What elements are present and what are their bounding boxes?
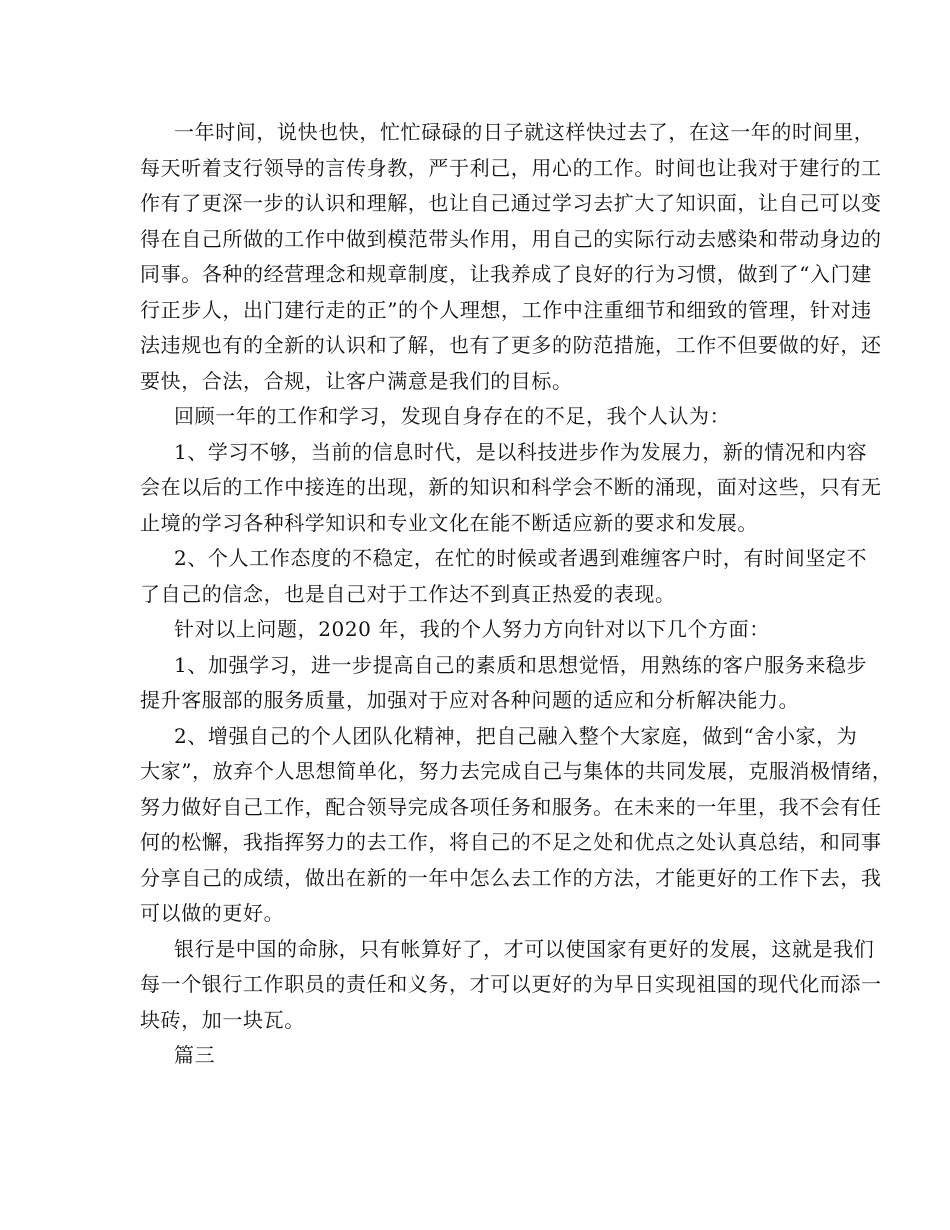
text-line: 篇三 [174, 1043, 216, 1067]
text-line: 1、加强学习，进一步提高自己的素质和思想觉悟，用熟练的客户服务来稳步 [174, 652, 868, 677]
text-line: 大家”，放弃个人思想简单化，努力去完成自己与集体的共同发展，克服消极情绪， [140, 759, 893, 783]
text-line: 会在以后的工作中接连的出现，新的知识和科学会不断的涌现，面对这些，只有无 [140, 475, 882, 499]
text-line: 努力做好自己工作，配合领导完成各项任务和服务。在未来的一年里，我不会有任 [140, 794, 882, 819]
text-line: 分享自己的成绩，做出在新的一年中怎么去工作的方法，才能更好的工作下去，我 [140, 865, 882, 890]
text-line: 可以做的更好。 [140, 901, 285, 925]
text-line: 法违规也有的全新的认识和了解，也有了更多的防范措施，工作不但要做的好，还 [140, 333, 882, 357]
text-line: 要快，合法，合规，让客户满意是我们的目标。 [140, 368, 573, 393]
text-line: 块砖，加一块瓦。 [140, 1007, 305, 1032]
text-line: 每天听着支行领导的言传身教，严于利己，用心的工作。时间也让我对于建行的工 [140, 155, 882, 180]
section-heading [140, 1038, 825, 1074]
text-line: 得在自己所做的工作中做到模范带头作用，用自己的实际行动去感染和带动身边的 [140, 226, 882, 251]
paragraph-2 [140, 399, 825, 435]
document-body [140, 115, 893, 1074]
text-line: 1、学习不够，当前的信息时代，是以科技进步作为发展力，新的情况和内容 [174, 439, 868, 464]
text-line: 2、个人工作态度的不稳定，在忙的时候或者遇到难缠客户时，有时间坚定不 [174, 546, 868, 570]
text-line: 2、增强自己的个人团队化精神，把自己融入整个大家庭，做到“舍小家，为 [174, 723, 858, 748]
text-line: 了自己的信念，也是自己对于工作达不到真正热爱的表现。 [140, 581, 676, 606]
paragraph-6 [140, 648, 868, 719]
text-line: 提升客服部的服务质量，加强对于应对各种问题的适应和分析解决能力。 [140, 688, 800, 712]
paragraph-8 [140, 932, 882, 1039]
text-line: 每一个银行工作职员的责任和义务，才可以更好的为早日实现祖国的现代化而添一 [140, 972, 882, 996]
text-line: 止境的学习各种科学知识和专业文化在能不断适应新的要求和发展。 [140, 510, 758, 535]
paragraph-7 [140, 719, 893, 932]
text-line: 回顾一年的工作和学习，发现自身存在的不足，我个人认为： [174, 404, 731, 428]
text-line: 行正步人，出门建行走的正”的个人理想，工作中注重细节和细致的管理，针对违 [140, 297, 872, 322]
text-line: 同事。各种的经营理念和规章制度，让我养成了良好的行为习惯，做到了“入门建 [140, 262, 872, 286]
paragraph-1 [140, 115, 882, 399]
paragraph-5 [140, 612, 825, 648]
paragraph-4 [140, 541, 868, 612]
paragraph-3 [140, 435, 882, 542]
text-line: 针对以上问题，2020 年，我的个人努力方向针对以下几个方面： [174, 617, 770, 641]
text-line: 一年时间，说快也快，忙忙碌碌的日子就这样快过去了，在这一年的时间里， [174, 120, 875, 144]
text-line: 何的松懈，我指挥努力的去工作，将自己的不足之处和优点之处认真总结，和同事 [140, 830, 882, 854]
text-line: 银行是中国的命脉，只有帐算好了，才可以使国家有更好的发展，这就是我们 [174, 936, 875, 961]
text-line: 作有了更深一步的认识和理解，也让自己通过学习去扩大了知识面，让自己可以变 [140, 191, 882, 215]
